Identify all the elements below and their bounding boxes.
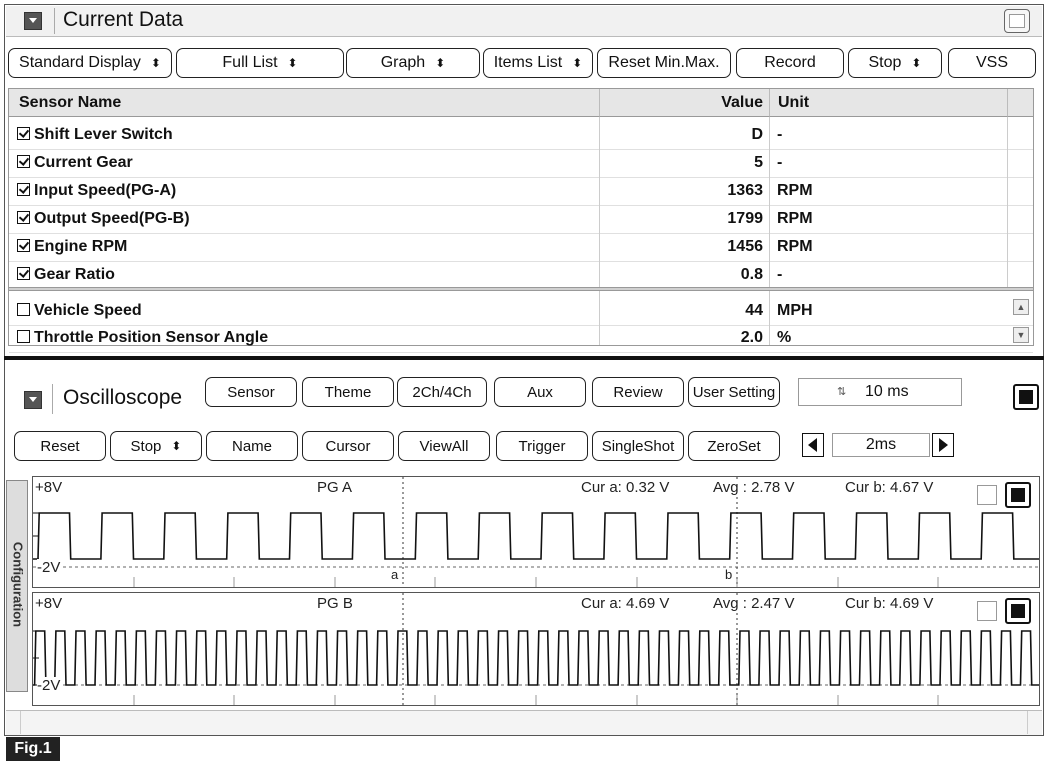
timebase-display[interactable]: ⇅ 10 ms (798, 378, 962, 406)
cursor-button[interactable] (302, 431, 394, 461)
sensor-unit: - (777, 154, 783, 171)
table-row[interactable] (9, 233, 1033, 262)
row-checkbox[interactable] (17, 127, 30, 140)
zeroset-button[interactable] (688, 431, 780, 461)
row-checkbox[interactable] (17, 183, 30, 196)
sensor-name-cell (17, 177, 597, 205)
column-header-sensor[interactable]: Sensor Name (9, 89, 599, 117)
header-separator (54, 8, 55, 34)
voltage-max-label: +8V (35, 595, 63, 612)
configuration-tab[interactable]: Configuration (6, 480, 28, 692)
channel-plot[interactable] (32, 476, 1040, 588)
voltage-min-label: -2V (37, 559, 61, 576)
sensor-name-cell (17, 297, 597, 325)
sensor-name: Shift Lever Switch (34, 126, 173, 143)
sensor-table (8, 88, 1034, 346)
record-button-label: Record (764, 54, 816, 71)
row-checkbox[interactable] (17, 267, 30, 280)
stop-dropdown[interactable] (848, 48, 942, 78)
voltage-min-label: -2V (37, 677, 61, 694)
sensor-name: Throttle Position Sensor Angle (34, 329, 269, 346)
oscilloscope-title: Oscilloscope (63, 386, 183, 409)
channel-plot[interactable] (32, 592, 1040, 706)
sensor-name-cell (17, 261, 597, 289)
reset-min-max-button-label: Reset Min.Max. (608, 54, 720, 71)
row-checkbox[interactable] (17, 330, 30, 343)
sensor-name: Vehicle Speed (34, 302, 142, 319)
sensor-unit: % (777, 329, 792, 346)
record-button[interactable] (736, 48, 844, 78)
full-list-dropdown-label: Full List (222, 54, 278, 71)
column-divider (1007, 117, 1008, 287)
sensor-name: Output Speed(PG-B) (34, 210, 190, 227)
standard-display-dropdown-label: Standard Display (19, 54, 141, 71)
cursor-b-label: b (725, 567, 733, 582)
user-setting-button-label: User Setting (692, 383, 776, 401)
theme-button-label: Theme (324, 383, 372, 401)
row-checkbox[interactable] (17, 239, 30, 252)
time-div-field[interactable]: 2ms (832, 433, 930, 457)
panel-divider[interactable] (4, 356, 1044, 360)
timebase-icon: ⇅ (837, 386, 847, 398)
channel-mode-button[interactable] (397, 377, 487, 407)
trigger-button[interactable] (496, 431, 588, 461)
column-divider (599, 291, 600, 345)
zeroset-button-label: ZeroSet (707, 437, 761, 455)
sensor-value: 1799 (727, 210, 763, 227)
sensor-value: 44 (745, 302, 763, 319)
cursor-b-reading: Cur b: 4.69 V (845, 595, 934, 612)
sensor-name: Input Speed(PG-A) (34, 182, 177, 199)
channel-select-icon[interactable] (1005, 598, 1031, 624)
vss-button[interactable] (948, 48, 1036, 78)
sensor-value: 1363 (727, 182, 763, 199)
graph-dropdown-label: Graph (380, 54, 426, 71)
average-reading: Avg : 2.78 V (713, 479, 795, 496)
sensor-button-label: Sensor (227, 383, 275, 401)
sensor-name: Current Gear (34, 154, 133, 171)
chevron-updown-icon: ⬍ (435, 56, 446, 70)
stop-dropdown-osc-label: Stop (130, 437, 162, 455)
sensor-value: 0.8 (740, 266, 763, 283)
graph-dropdown[interactable] (346, 48, 480, 78)
sensor-name: Gear Ratio (34, 266, 115, 283)
waveform-trace (33, 631, 1039, 685)
channel-name: PG A (317, 479, 353, 496)
table-row[interactable] (9, 297, 1033, 326)
cursor-a-reading: Cur a: 0.32 V (581, 479, 670, 496)
channel-select-icon[interactable] (1005, 482, 1031, 508)
scroll-up-icon[interactable]: ▲ (1013, 299, 1029, 315)
sensor-name-cell (17, 205, 597, 233)
cursor-b-reading: Cur b: 4.67 V (845, 479, 934, 496)
sensor-name-cell (17, 233, 597, 261)
sensor-name-cell (17, 324, 597, 352)
viewall-button[interactable] (398, 431, 490, 461)
time-decrease-button[interactable] (802, 433, 824, 457)
channel-name: PG B (317, 595, 353, 612)
table-row[interactable] (9, 121, 1033, 150)
column-header-value[interactable]: Value (599, 89, 769, 117)
waveform-trace (33, 513, 1039, 559)
table-row[interactable] (9, 149, 1033, 178)
channel-visibility-checkbox[interactable] (977, 601, 997, 621)
reset-min-max-button[interactable] (597, 48, 731, 78)
theme-button[interactable] (302, 377, 394, 407)
reset-button-label: Reset (40, 437, 80, 455)
chevron-updown-icon: ⬍ (171, 439, 182, 453)
column-divider (769, 117, 770, 287)
sensor-unit: MPH (777, 302, 813, 319)
singleshot-button-label: SingleShot (601, 437, 675, 455)
channel-visibility-checkbox[interactable] (977, 485, 997, 505)
table-row[interactable] (9, 205, 1033, 234)
sensor-value: 2.0 (740, 329, 763, 346)
scroll-down-icon[interactable]: ▼ (1013, 327, 1029, 343)
chevron-updown-icon: ⬍ (572, 56, 583, 70)
vss-button-label: VSS (975, 54, 1008, 71)
sensor-value: D (751, 126, 763, 143)
scroll-right-icon[interactable] (1027, 711, 1042, 734)
sensor-unit: RPM (777, 210, 813, 227)
column-divider (599, 117, 600, 287)
name-button-label: Name (231, 437, 272, 455)
cursor-button-label: Cursor (325, 437, 371, 455)
items-list-dropdown-label: Items List (493, 54, 563, 71)
row-checkbox[interactable] (17, 211, 30, 224)
cursor-a-reading: Cur a: 4.69 V (581, 595, 670, 612)
row-checkbox[interactable] (17, 303, 30, 316)
cursor-a-label: a (391, 567, 399, 582)
review-button-label: Review (613, 383, 663, 401)
sensor-unit: RPM (777, 182, 813, 199)
chevron-updown-icon: ⬍ (150, 56, 161, 70)
stop-dropdown-label: Stop (868, 54, 902, 71)
voltage-max-label: +8V (35, 479, 63, 496)
sensor-value: 1456 (727, 238, 763, 255)
column-header-unit[interactable]: Unit (769, 89, 1007, 117)
sensor-name: Engine RPM (34, 238, 128, 255)
osc-header-separator (52, 384, 53, 414)
review-button[interactable] (592, 377, 684, 407)
sensor-unit: - (777, 126, 783, 143)
fixed-rows-splitter[interactable] (9, 287, 1033, 291)
user-setting-button[interactable] (688, 377, 780, 407)
aux-button[interactable] (494, 377, 586, 407)
sensor-name-cell (17, 121, 597, 149)
table-row[interactable] (9, 261, 1033, 290)
column-header-spare (1007, 89, 1033, 117)
oscilloscope-collapse-icon[interactable] (24, 391, 42, 409)
table-row[interactable] (9, 324, 1033, 353)
channel-mode-button-label: 2Ch/4Ch (412, 383, 472, 401)
display-mode-icon[interactable] (1013, 384, 1039, 410)
table-row[interactable] (9, 177, 1033, 206)
sensor-unit: - (777, 266, 783, 283)
stop-dropdown-osc[interactable] (110, 431, 202, 461)
chevron-updown-icon: ⬍ (287, 56, 298, 70)
row-checkbox[interactable] (17, 155, 30, 168)
sensor-name-cell (17, 149, 597, 177)
horizontal-scrollbar[interactable] (6, 710, 1042, 735)
full-list-dropdown[interactable] (176, 48, 344, 78)
column-divider (769, 291, 770, 345)
viewall-button-label: ViewAll (419, 437, 469, 455)
maximize-icon[interactable] (1004, 9, 1030, 33)
current-data-header (6, 6, 1042, 37)
figure-label: Fig.1 (6, 737, 60, 761)
collapse-icon[interactable] (24, 12, 42, 30)
sensor-value: 5 (754, 154, 763, 171)
chevron-updown-icon: ⬍ (911, 56, 922, 70)
name-button[interactable] (206, 431, 298, 461)
sensor-unit: RPM (777, 238, 813, 255)
sensor-button[interactable] (205, 377, 297, 407)
average-reading: Avg : 2.47 V (713, 595, 795, 612)
trigger-button-label: Trigger (518, 437, 566, 455)
items-list-dropdown[interactable] (483, 48, 593, 78)
reset-button[interactable] (14, 431, 106, 461)
time-increase-button[interactable] (932, 433, 954, 457)
singleshot-button[interactable] (592, 431, 684, 461)
standard-display-dropdown[interactable] (8, 48, 172, 78)
current-data-title: Current Data (63, 8, 184, 31)
scroll-left-icon[interactable] (6, 711, 21, 734)
aux-button-label: Aux (527, 383, 553, 401)
